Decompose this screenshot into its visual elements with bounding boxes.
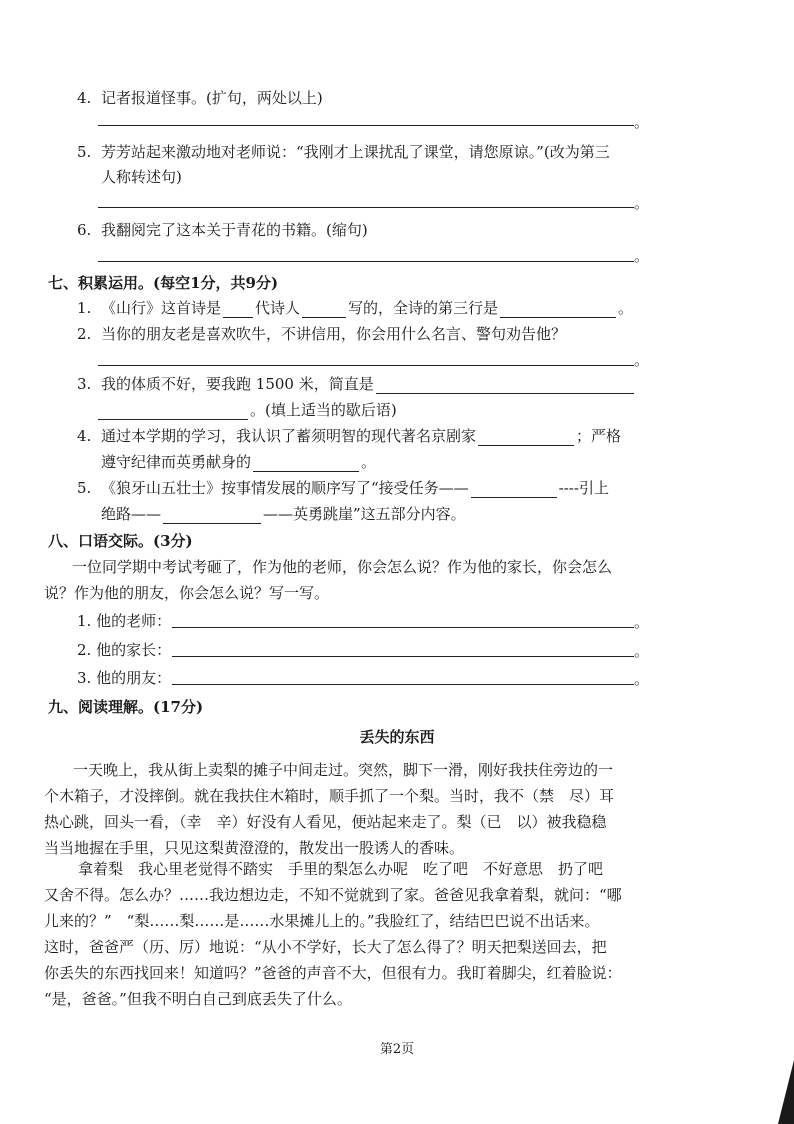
- question-item: [77, 478, 609, 498]
- question-text: 《山行》这首诗是: [101, 299, 222, 317]
- answer-line[interactable]: [172, 684, 634, 685]
- paragraph-line: 这时，爸爸严（历、厉）地说：“从小不学好，长大了怎么得了？明天把梨送回去，把: [44, 938, 607, 956]
- response-label: 2. 他的家长：: [77, 641, 172, 659]
- question-number: 4.: [77, 427, 92, 445]
- answer-end-mark: 。: [634, 113, 650, 131]
- question-number: 5.: [77, 479, 92, 497]
- fill-blank[interactable]: [500, 301, 616, 318]
- question-text: ----引上: [558, 479, 609, 497]
- paragraph-line: 当当地握在手里，只见这梨黄澄澄的，散发出一股诱人的香味。: [44, 839, 465, 857]
- answer-line[interactable]: [98, 207, 634, 208]
- question-number: 1.: [77, 299, 92, 317]
- fill-blank[interactable]: [302, 301, 346, 318]
- question-item: [77, 374, 636, 394]
- question-number: 3.: [77, 375, 92, 393]
- question-item: [77, 298, 633, 318]
- answer-end-mark: 。: [634, 613, 650, 631]
- page-number: 第2页: [379, 1042, 415, 1057]
- question-text: 绝路——: [101, 505, 162, 523]
- answer-end-mark: 。: [361, 453, 377, 471]
- question-text: ——英勇跳崖”这五部分内容。: [263, 505, 466, 523]
- question-text: 代诗人: [255, 299, 301, 317]
- question-text: 写的，全诗的第三行是: [348, 299, 499, 317]
- paragraph-line: 拿着梨 我心里老觉得不踏实 手里的梨怎么办呢 吃了吧 不好意思 扔了吧: [78, 860, 604, 878]
- question-item: [77, 220, 368, 240]
- question-text: 。(填上适当的歇后语): [250, 401, 397, 419]
- question-number: 5.: [77, 143, 92, 161]
- answer-end-mark: 。: [634, 670, 650, 688]
- response-label: 1. 他的老师：: [77, 612, 172, 630]
- question-text: 我翻阅完了这本关于青花的书籍。(缩句): [101, 221, 368, 239]
- section-heading: 八、口语交际。(3分): [48, 532, 193, 550]
- question-number: 2.: [77, 325, 92, 343]
- question-item: [77, 426, 621, 446]
- question-item: [101, 452, 376, 472]
- fill-blank[interactable]: [471, 481, 557, 498]
- fill-blank[interactable]: [478, 429, 574, 446]
- section-heading: 七、积累运用。(每空1分，共9分): [48, 274, 279, 292]
- question-item: [101, 504, 466, 524]
- question-text: 《狼牙山五壮士》按事情发展的顺序写了“接受任务——: [101, 479, 469, 497]
- answer-end-mark: 。: [634, 247, 650, 265]
- paragraph-line: 儿来的？” “梨……梨……是……水果摊儿上的。”我脸红了，结结巴巴说不出话来。: [44, 912, 600, 930]
- paragraph-line: “是，爸爸。”但我不明白自己到底丢失了什么。: [44, 990, 352, 1008]
- paragraph-line: 你丢失的东西找回来！知道吗？”爸爸的声音不大，但很有力。我盯着脚尖，红着脸说：: [44, 964, 622, 982]
- paragraph-line: 又舍不得。怎么办？……我边想边走，不知不觉就到了家。爸爸见我拿着梨，就问：“哪: [44, 886, 622, 904]
- question-number: 4.: [77, 89, 92, 107]
- paragraph-line: 一天晚上，我从街上卖梨的摊子中间走过。突然，脚下一滑，刚好我扶住旁边的一: [73, 761, 614, 779]
- question-text: 我的体质不好，要我跑 1500 米，简直是: [101, 375, 374, 393]
- answer-line[interactable]: [98, 125, 634, 126]
- section-heading: 九、阅读理解。(17分): [48, 698, 204, 716]
- question-text-continued: 人称转述句): [101, 168, 182, 186]
- story-title: 丢失的东西: [359, 728, 435, 746]
- question-text: 记者报道怪事。(扩句，两处以上): [101, 89, 323, 107]
- fill-blank[interactable]: [376, 377, 634, 394]
- question-text: 当你的朋友老是喜欢吹牛，不讲信用，你会用什么名言、警句劝告他？: [101, 325, 567, 343]
- question-item: [77, 88, 323, 108]
- answer-end-mark: 。: [634, 194, 650, 212]
- question-item: [98, 400, 397, 420]
- fill-blank[interactable]: [253, 455, 359, 472]
- paragraph-line: 个木箱子，才没摔倒。就在我扶住木箱时，顺手抓了一个梨。当时，我不（禁 尽）耳: [44, 787, 615, 805]
- question-text: ；严格: [576, 427, 622, 445]
- answer-line[interactable]: [172, 627, 634, 628]
- fill-blank[interactable]: [223, 301, 253, 318]
- response-label: 3. 他的朋友：: [77, 669, 172, 687]
- question-item: [77, 142, 610, 162]
- question-item: [77, 324, 566, 344]
- paragraph-line: 一位同学期中考试考砸了，作为他的老师，你会怎么说？作为他的家长，你会怎么: [72, 558, 613, 576]
- answer-end-mark: 。: [634, 642, 650, 660]
- paragraph-line: 说？作为他的朋友，你会怎么说？写一写。: [44, 584, 330, 602]
- question-text: 芳芳站起来激动地对老师说：“我刚才上课扰乱了课堂，请您原谅。”(改为第三: [101, 143, 610, 161]
- fill-blank[interactable]: [163, 507, 261, 524]
- question-text: 通过本学期的学习，我认识了蓄须明智的现代著名京剧家: [101, 427, 477, 445]
- answer-end-mark: 。: [618, 299, 634, 317]
- answer-line[interactable]: [98, 261, 634, 262]
- scan-edge-mark: [778, 1060, 794, 1124]
- question-number: 6.: [77, 221, 92, 239]
- answer-line[interactable]: [98, 365, 634, 366]
- answer-line[interactable]: [172, 656, 634, 657]
- question-text: 遵守纪律而英勇献身的: [101, 453, 252, 471]
- paragraph-line: 热心跳，回头一看，（幸 辛）好没有人看见，便站起来走了。梨（已 以）被我稳稳: [44, 813, 607, 831]
- answer-end-mark: 。: [634, 351, 650, 369]
- fill-blank[interactable]: [98, 403, 248, 420]
